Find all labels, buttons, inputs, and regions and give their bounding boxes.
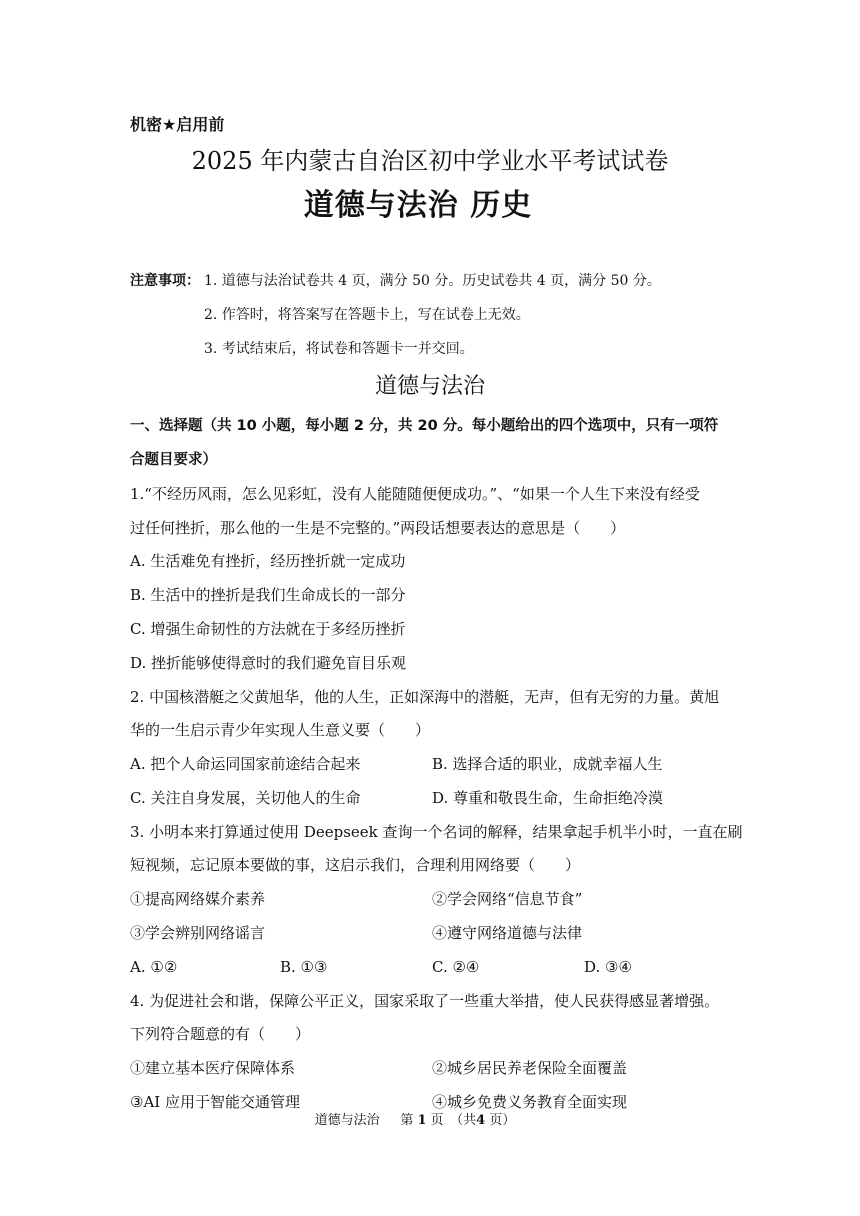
question-1-stem: 1.“不经历风雨，怎么见彩虹，没有人能随随便便成功。”、“如果一个人生下来没有经受	[130, 485, 700, 503]
question-2-option-a: A. 把个人命运同国家前途结合起来	[130, 755, 361, 773]
question-2-option-d: D. 尊重和敬畏生命，生命拒绝冷漠	[432, 789, 664, 807]
question-2-stem: 2. 中国核潜艇之父黄旭华，他的人生，正如深海中的潜艇，无声，但有无穷的力量。黄旭	[130, 688, 720, 706]
footer-page-prefix: 第	[400, 1113, 414, 1128]
question-1-option-b: B. 生活中的挫折是我们生命成长的一部分	[130, 586, 406, 604]
question-3-item-1: ①提高网络媒介素养	[130, 890, 266, 908]
question-4-stem-cont: 下列符合题意的有（ ）	[130, 1025, 311, 1043]
question-3-stem-cont: 短视频，忘记原本要做的事，这启示我们，合理利用网络要（ ）	[130, 856, 581, 874]
question-3-item-3: ③学会辨别网络谣言	[130, 924, 266, 942]
page-footer	[0, 1109, 830, 1128]
exam-subtitle: 道德与法治 历史	[303, 188, 533, 223]
question-1-stem-cont: 过任何挫折，那么他的一生是不完整的。”两段话想要表达的意思是（ ）	[130, 519, 626, 537]
question-4-item-3: ③AI 应用于智能交通管理	[130, 1093, 300, 1111]
question-1-option-a: A. 生活难免有挫折，经历挫折就一定成功	[130, 552, 406, 570]
question-3-option-c: C. ②④	[432, 958, 480, 976]
question-3-option-b: B. ①③	[280, 958, 328, 976]
question-3-option-a: A. ①②	[130, 958, 178, 976]
exam-title: 2025 年内蒙古自治区初中学业水平考试试卷	[191, 147, 669, 175]
section-heading-cont: 合题目要求）	[130, 452, 217, 468]
footer-page-suffix: 页）	[489, 1113, 516, 1128]
question-3-option-d: D. ③④	[584, 958, 632, 976]
question-4-stem: 4. 为促进社会和谐，保障公平正义，国家采取了一些重大举措，使人民获得感显著增强。	[130, 992, 720, 1010]
footer-page-number: 1	[417, 1113, 427, 1128]
notice-item: 3. 考试结束后，将试卷和答题卡一并交回。	[204, 341, 474, 357]
confidential-mark: 机密★启用前	[130, 115, 225, 134]
question-1-option-c: C. 增强生命韧性的方法就在于多经历挫折	[130, 620, 406, 638]
question-1-option-d: D. 挫折能够使得意时的我们避免盲目乐观	[130, 654, 407, 672]
question-2-option-c: C. 关注自身发展，关切他人的生命	[130, 789, 361, 807]
question-3-stem: 3. 小明本来打算通过使用 Deepseek 查询一个名词的解释，结果拿起手机半小时，一直在刷	[130, 823, 743, 841]
notice-item: 2. 作答时，将答案写在答题卡上，写在试卷上无效。	[204, 307, 530, 323]
question-2-stem-cont: 华的一生启示青少年实现人生意义要（ ）	[130, 721, 431, 739]
question-4-item-4: ④城乡免费义务教育全面实现	[432, 1093, 628, 1111]
notice-label: 注意事项：	[130, 273, 200, 289]
question-3-item-2: ②学会网络“信息节食”	[432, 890, 583, 908]
footer-total-pages: 4	[476, 1113, 486, 1128]
question-2-option-b: B. 选择合适的职业，成就幸福人生	[432, 755, 663, 773]
question-3-item-4: ④遵守网络道德与法律	[432, 924, 583, 942]
question-4-item-2: ②城乡居民养老保险全面覆盖	[432, 1059, 628, 1077]
footer-subject: 道德与法治	[314, 1113, 380, 1128]
notice-item: 1. 道德与法治试卷共 4 页，满分 50 分。历史试卷共 4 页，满分 50 分。	[204, 273, 661, 289]
footer-page-mid: 页 （共	[430, 1113, 477, 1128]
question-4-item-1: ①建立基本医疗保障体系	[130, 1059, 296, 1077]
section-heading: 一、选择题（共 10 小题，每小题 2 分，共 20 分。每小题给出的四个选项中，只有一项符	[130, 418, 719, 434]
section-title: 道德与法治	[374, 374, 485, 399]
